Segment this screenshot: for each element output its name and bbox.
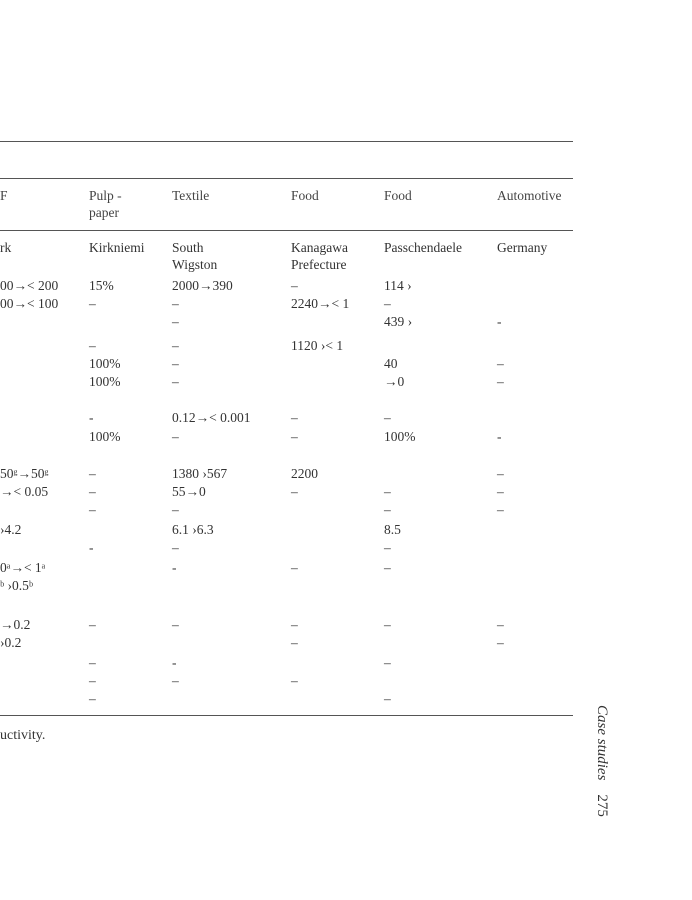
table-cell: –	[291, 673, 298, 688]
table-cell: 2000→390	[172, 278, 233, 293]
table-cell: 100%	[89, 374, 121, 389]
table-bottom-rule	[0, 715, 573, 716]
column-header-1: Pulp - paper	[89, 188, 122, 220]
table-cell: 00→< 200	[0, 278, 59, 293]
table-cell: –	[172, 374, 179, 389]
table-cell: –	[497, 502, 504, 517]
table-cell: –	[89, 466, 96, 481]
table-cell: –	[291, 484, 298, 499]
table-cell: –	[384, 502, 391, 517]
table-cell: ›0.2	[0, 635, 22, 650]
table-cell: 1120 ›< 1	[291, 338, 344, 353]
column-header-3: Food	[291, 188, 319, 203]
running-head-title: Case studies	[594, 705, 610, 781]
table-cell: -	[89, 540, 94, 555]
location-cell-3: Kanagawa Prefecture	[291, 240, 348, 272]
table-cell: –	[172, 356, 179, 371]
page-number: 275	[594, 794, 610, 817]
location-cell-0: rk	[0, 240, 12, 255]
table-cell: –	[384, 691, 391, 706]
table-cell: –	[497, 466, 504, 481]
table-cell: –	[291, 410, 298, 425]
table-cell: –	[172, 673, 179, 688]
table-cell: -	[89, 410, 94, 425]
table-cell: 1380 ›567	[172, 466, 228, 481]
table-cell: –	[497, 484, 504, 499]
table-cell: –	[89, 655, 96, 670]
running-head	[593, 705, 610, 817]
table-cell: –	[291, 560, 298, 575]
table-cell: →0	[384, 374, 405, 389]
table-cell: –	[384, 560, 391, 575]
table-cell: –	[384, 617, 391, 632]
table-cell: 55→0	[172, 484, 206, 499]
top-rule	[0, 141, 573, 142]
table-cell: –	[497, 617, 504, 632]
table-cell: –	[172, 314, 179, 329]
table-cell: –	[89, 691, 96, 706]
table-cell: –	[291, 635, 298, 650]
header-top-rule	[0, 178, 573, 179]
table-cell: →< 0.05	[0, 484, 49, 499]
table-cell: ›4.2	[0, 522, 22, 537]
location-cell-5: Germany	[497, 240, 548, 255]
table-cell: 0ᵃ→< 1ᵃ	[0, 560, 46, 575]
table-cell: 6.1 ›6.3	[172, 522, 214, 537]
column-header-5: Automotive	[497, 188, 562, 203]
table-cell: –	[291, 429, 298, 444]
table-cell: –	[172, 296, 179, 311]
table-cell: –	[89, 296, 96, 311]
table-cell: 114 ›	[384, 278, 412, 293]
table-cell: 100%	[384, 429, 416, 444]
header-bottom-rule	[0, 230, 573, 231]
table-cell: 2240→< 1	[291, 296, 350, 311]
table-cell: →0.2	[0, 617, 31, 632]
column-header-0: F	[0, 188, 8, 203]
table-cell: –	[384, 410, 391, 425]
table-cell: –	[172, 338, 179, 353]
table-cell: –	[172, 502, 179, 517]
table-cell: 439 ›	[384, 314, 413, 329]
table-cell: –	[172, 429, 179, 444]
table-cell: –	[89, 617, 96, 632]
table-cell: 100%	[89, 429, 121, 444]
table-cell: –	[384, 484, 391, 499]
column-header-4: Food	[384, 188, 412, 203]
table-cell: 100%	[89, 356, 121, 371]
table-cell: –	[291, 617, 298, 632]
table-cell: –	[172, 617, 179, 632]
table-cell: -	[497, 429, 502, 444]
table-cell: –	[497, 356, 504, 371]
table-cell: 40	[384, 356, 398, 371]
table-cell: 8.5	[384, 522, 401, 537]
table-cell: –	[497, 374, 504, 389]
table-cell: –	[89, 484, 96, 499]
location-cell-1: Kirkniemi	[89, 240, 145, 255]
table-cell: -	[172, 560, 177, 575]
footnote-text: uctivity.	[0, 728, 46, 743]
table-cell: -	[497, 314, 502, 329]
table-cell: –	[291, 278, 298, 293]
table-cell: 2200	[291, 466, 318, 481]
table-cell: –	[89, 338, 96, 353]
table-cell: ᵇ ›0.5ᵇ	[0, 578, 34, 593]
table-cell: 15%	[89, 278, 114, 293]
table-cell: 0.12→< 0.001	[172, 410, 251, 425]
table-cell: –	[89, 673, 96, 688]
table-cell: –	[89, 502, 96, 517]
table-cell: –	[384, 296, 391, 311]
column-header-2: Textile	[172, 188, 210, 203]
table-cell: –	[497, 635, 504, 650]
table-cell: -	[172, 655, 177, 670]
table-cell: 50ᵍ→50ᵍ	[0, 466, 49, 481]
table-cell: 00→< 100	[0, 296, 59, 311]
table-cell: –	[384, 655, 391, 670]
location-cell-4: Passchendaele	[384, 240, 462, 255]
table-cell: –	[172, 540, 179, 555]
table-cell: –	[384, 540, 391, 555]
location-cell-2: South Wigston	[172, 240, 218, 272]
